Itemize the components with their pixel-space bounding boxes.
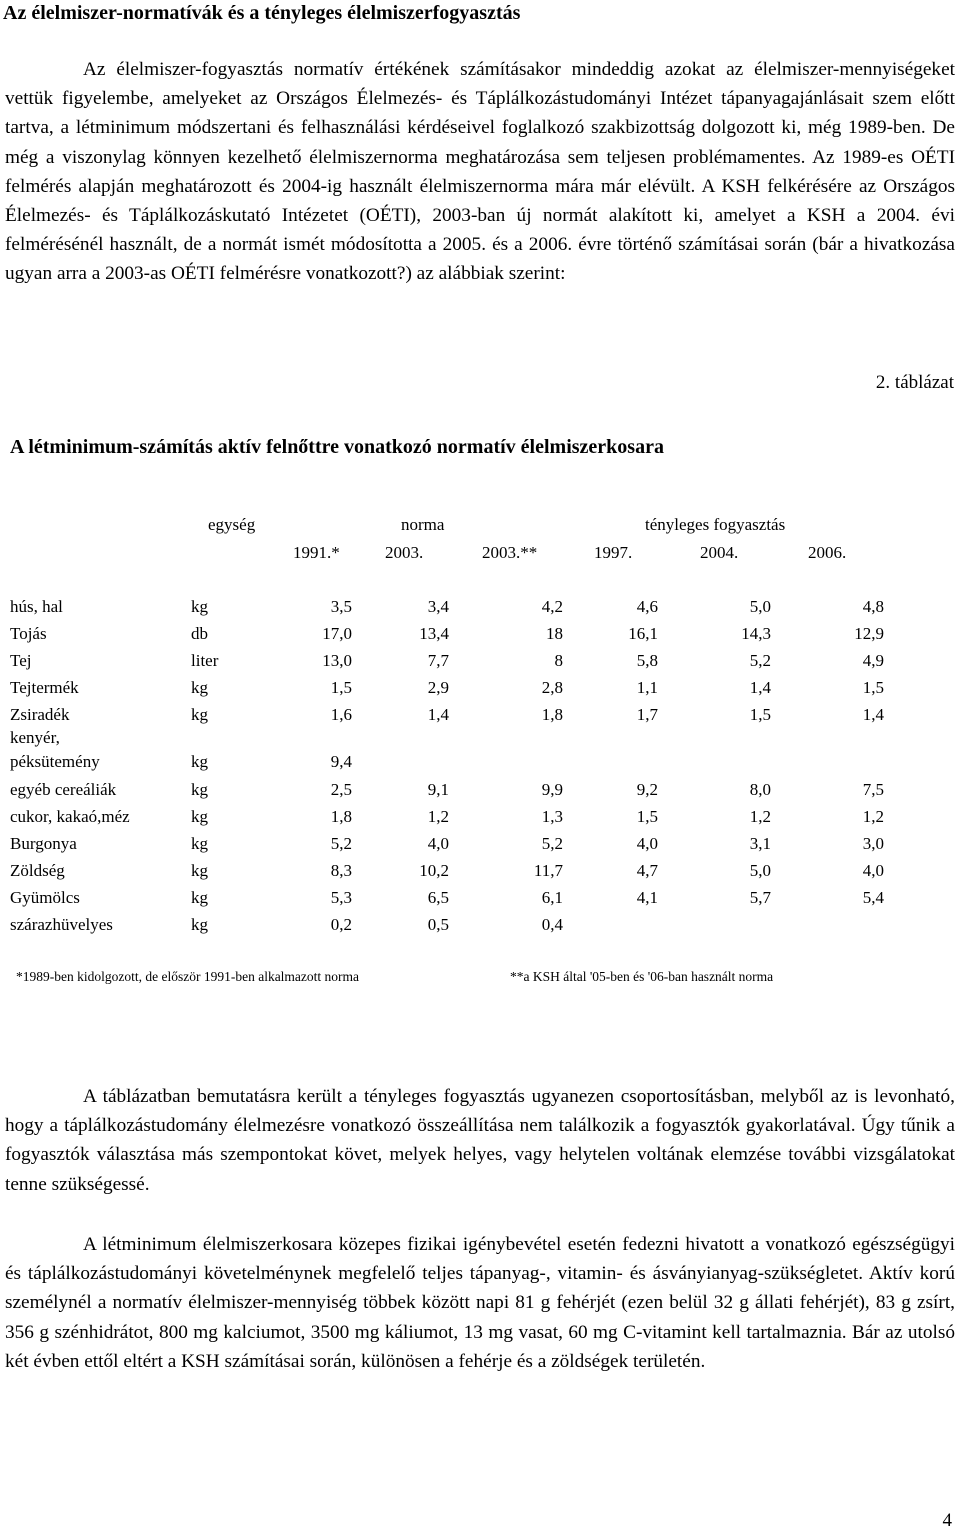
table-row	[0, 624, 960, 651]
row-value: 1,5	[749, 705, 771, 724]
row-food-name: egyéb cereáliák	[10, 780, 117, 799]
row-value: 1,5	[636, 807, 658, 826]
row-value: 5,2	[330, 834, 352, 853]
row-unit: kg	[191, 888, 208, 907]
table-row	[0, 678, 960, 705]
row-value: 1,2	[749, 807, 771, 826]
row-value: 4,0	[862, 861, 884, 880]
row-value: 3,1	[749, 834, 771, 853]
row-value: 0,4	[541, 915, 563, 934]
table-caption: A létminimum-számítás aktív felnőttre vonatkozó normatív élelmiszerkosara	[10, 436, 664, 458]
header-year: 2004.	[700, 543, 739, 562]
row-value: 5,4	[862, 888, 884, 907]
row-value: 16,1	[628, 624, 658, 643]
header-year: 1991.*	[293, 543, 340, 562]
row-value: 1,3	[541, 807, 563, 826]
table-row	[0, 888, 960, 915]
row-unit: kg	[191, 678, 208, 697]
row-food-name: kenyér,	[10, 728, 60, 747]
row-value: 7,7	[427, 651, 449, 670]
table-row	[0, 780, 960, 807]
row-value: 12,9	[854, 624, 884, 643]
table-row	[0, 728, 960, 755]
row-value: 8,3	[330, 861, 352, 880]
row-food-name: szárazhüvelyes	[10, 915, 113, 934]
header-year: 2003.**	[482, 543, 538, 562]
row-value: 1,1	[636, 678, 658, 697]
row-value: 3,4	[427, 597, 449, 616]
intro-paragraph-text: Az élelmiszer-fogyasztás normatív értékének számításakor mindeddig azokat az élelmiszer-mennyiségeket vettük figyelembe, amelyeket az Országos Élelmezés- és Táplálkozástudományi Intézet tápanyagajánlásait szem előtt tartva, a létminimum módszertani és felhasználási kérdéseivel foglalkozó szakbizottság dolgozott ki, még 1989-ben. De még a viszonylag könnyen kezelhető élelmiszernorma meghatározása sem teljesen problémamentes. Az 1989-es OÉTI felmérés alapján meghatározott és 2004-ig használt élelmiszernorma mára már elévült. A KSH felkérésére az Országos Élelmezés- és Táplálkozáskutató Intézetet (OÉTI), 2003-ban új normát alakított ki, amelyet a KSH a 2004. évi felmérésénél használt, de a normát ismét módosította a 2005. és a 2006. évre történő számításai során (bár a hivatkozása ugyan arra a 2003-as OÉTI felmérésre vonatkozott?) az alábbiak szerint:	[5, 59, 955, 285]
row-value: 5,3	[330, 888, 352, 907]
row-value: 5,8	[636, 651, 658, 670]
row-value: 2,9	[427, 678, 449, 697]
row-unit: kg	[191, 807, 208, 826]
row-value: 13,0	[322, 651, 352, 670]
row-food-name: Burgonya	[10, 834, 77, 853]
row-value: 8,0	[749, 780, 771, 799]
table-row	[0, 915, 960, 942]
row-value: 5,2	[749, 651, 771, 670]
row-food-name: Zöldség	[10, 861, 65, 880]
row-value: 1,8	[541, 705, 563, 724]
row-value: 9,2	[636, 780, 658, 799]
row-value: 4,9	[862, 651, 884, 670]
row-value: 14,3	[741, 624, 771, 643]
row-unit: kg	[191, 752, 208, 771]
table-row	[0, 651, 960, 678]
row-value: 1,6	[330, 705, 352, 724]
row-food-name: Tej	[10, 651, 32, 670]
row-unit: liter	[191, 651, 219, 670]
footnote-2003: **a KSH által '05-ben és '06-ban használt norma	[510, 969, 774, 984]
row-value: 4,0	[636, 834, 658, 853]
row-value: 4,0	[427, 834, 449, 853]
row-unit: kg	[191, 597, 208, 616]
row-value: 18	[546, 624, 563, 643]
section-heading: Az élelmiszer-normatívák és a tényleges élelmiszerfogyasztás	[3, 2, 521, 24]
row-unit: kg	[191, 780, 208, 799]
row-value: 5,0	[749, 597, 771, 616]
row-value: 6,1	[541, 888, 563, 907]
row-unit: kg	[191, 834, 208, 853]
row-value: 8	[554, 651, 563, 670]
header-norma: norma	[401, 515, 445, 534]
row-value: 1,2	[862, 807, 884, 826]
row-value: 17,0	[322, 624, 352, 643]
row-value: 0,5	[427, 915, 449, 934]
footnote-1991: *1989-ben kidolgozott, de először 1991-ben alkalmazott norma	[16, 969, 360, 984]
row-value: 5,7	[749, 888, 771, 907]
row-value: 6,5	[427, 888, 449, 907]
header-year: 2006.	[808, 543, 847, 562]
row-value: 2,8	[541, 678, 563, 697]
row-food-name: péksütemény	[10, 752, 100, 771]
row-value: 4,6	[636, 597, 658, 616]
header-unit: egység	[208, 515, 256, 534]
intro-paragraph	[5, 55, 955, 289]
row-value: 13,4	[419, 624, 449, 643]
row-unit: kg	[191, 705, 208, 724]
row-value: 2,5	[330, 780, 352, 799]
header-year: 1997.	[594, 543, 633, 562]
header-year: 2003.	[385, 543, 424, 562]
row-value: 1,4	[427, 705, 449, 724]
row-food-name: Gyümölcs	[10, 888, 80, 907]
row-food-name: Tejtermék	[10, 678, 79, 697]
row-unit: kg	[191, 861, 208, 880]
row-value: 4,1	[636, 888, 658, 907]
minimum-basket-paragraph-text: A létminimum élelmiszerkosara közepes fizikai igénybevétel esetén fedezni hivatott a vonatkozó egészségügyi és táplálkozástudományi követelménynek megfelelő teljes tápanyag-, vitamin- és ásványianyag-szükségletet. Aktív korú személynél a normatív élelmiszer-mennyiség többek között napi 81 g fehérjét (ezen belül 32 g állati fehérjét), 83 g zsírt, 356 g szénhidrátot, 800 mg kalciumot, 3500 mg káliumot, 13 mg vasat, 60 mg C-vitamint kell tartalmaznia. Bár az utolsó két évben ettől eltért a KSH számításai során, különösen a fehérje és a zöldségek területén.	[5, 1234, 955, 1372]
row-value: 9,4	[330, 752, 352, 771]
row-value: 0,2	[330, 915, 352, 934]
row-food-name: cukor, kakaó,méz	[10, 807, 130, 826]
row-value: 1,5	[330, 678, 352, 697]
row-unit: db	[191, 624, 208, 643]
table-row	[0, 597, 960, 624]
row-unit: kg	[191, 915, 208, 934]
row-food-name: Zsiradék	[10, 705, 70, 724]
table-row	[0, 807, 960, 834]
row-value: 1,7	[636, 705, 658, 724]
table-row	[0, 834, 960, 861]
row-value: 4,7	[636, 861, 658, 880]
row-value: 9,1	[427, 780, 449, 799]
header-actual-consumption: tényleges fogyasztás	[645, 515, 786, 534]
row-value: 1,8	[330, 807, 352, 826]
row-food-name: hús, hal	[10, 597, 63, 616]
analysis-paragraph-text: A táblázatban bemutatásra került a tényleges fogyasztás ugyanezen csoportosításban, melyből az is levonható, hogy a táplálkozástudomány élelmezésre vonatkozó összeállítása nem találkozik a fogyasztók gyakorlatával. Úgy tűnik a fogyasztók választása más szempontokat követ, melyek helyes, vagy helytelen voltának elemzése további vizsgálatokat tenne szükségessé.	[5, 1086, 955, 1195]
analysis-paragraph	[5, 1082, 955, 1199]
row-value: 1,4	[862, 705, 884, 724]
row-value: 3,5	[330, 597, 352, 616]
table-row	[0, 752, 960, 779]
row-value: 5,0	[749, 861, 771, 880]
row-value: 4,2	[541, 597, 563, 616]
row-value: 3,0	[862, 834, 884, 853]
minimum-basket-paragraph	[5, 1230, 955, 1376]
row-value: 1,4	[749, 678, 771, 697]
table-row	[0, 861, 960, 888]
page-number: 4	[942, 1510, 952, 1531]
row-value: 9,9	[541, 780, 563, 799]
table-number-label: 2. táblázat	[875, 372, 954, 393]
row-value: 4,8	[862, 597, 884, 616]
row-value: 7,5	[862, 780, 884, 799]
row-food-name: Tojás	[10, 624, 47, 643]
row-value: 5,2	[541, 834, 563, 853]
row-value: 1,5	[862, 678, 884, 697]
row-value: 1,2	[427, 807, 449, 826]
row-value: 11,7	[533, 861, 563, 880]
row-value: 10,2	[419, 861, 449, 880]
